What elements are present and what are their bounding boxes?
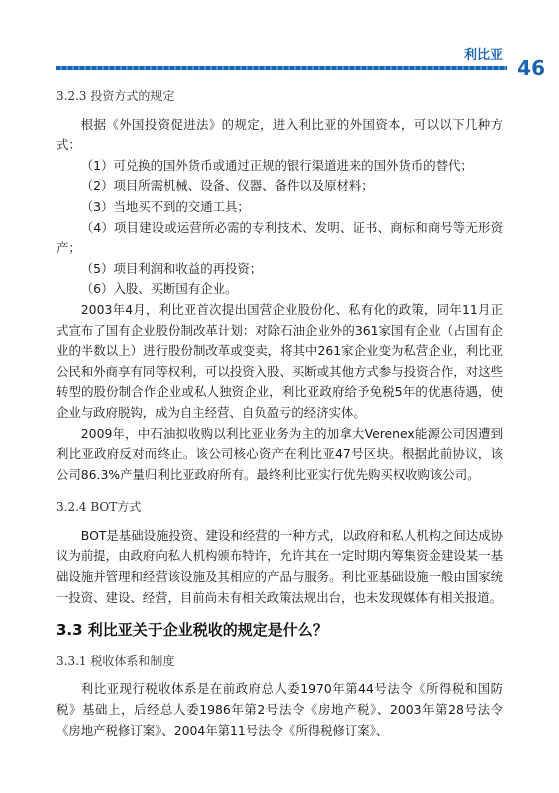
page-number: 46: [517, 56, 545, 80]
list-item: （2）项目所需机械、设备、仪器、备件以及原材料；: [80, 178, 374, 194]
list-item: （1）可兑换的国外货币或通过正规的银行渠道进来的国外货币的替代；: [80, 157, 473, 173]
paragraph: 利比亚现行税收体系是在前政府总人委1970年第44号法令《所得税和国防税》基础上，后经总人委1986年第2号法令《房地产税》、2003年第28号法令《房地产税修订案》、2004年第11号法令《所得税修订案》、: [56, 681, 503, 738]
header-rule: [56, 66, 507, 70]
list-item: （5）项目利润和收益的再投资；: [80, 260, 263, 276]
paragraph: 2003年4月，利比亚首次提出国营企业股份化、私有化的政策，同年11月正式宣布了国有企业股份制改革计划：对除石油企业外的361家国有企业（占国有企业的半数以上）进行股份制改革或变卖，将其中261家企业变为私营企业，利比亚公民和外商享有同等权利，可以投资入股、买断或其他方式参与投资合作，对这些转型的股份制合作企业或私人独资企业，利比亚政府给予免税5年的优惠待遇，使企业与政府脱钩，成为自主经营、自负盈亏的经济实体。: [56, 301, 503, 420]
page-content: [56, 84, 503, 741]
paragraph: 2009年，中石油拟收购以利比亚业务为主的加拿大Verenex能源公司因遭到利比亚政府反对而终止。该公司核心资产在利比亚47号区块。根据此前协议，该公司86.3%产量归利比亚政府所有。最终利比亚实行优先购买权收购该公司。: [56, 425, 503, 482]
paragraph: 根据《外国投资促进法》的规定，进入利比亚的外国资本，可以以下几种方式：: [56, 116, 503, 153]
list-item: （4）项目建设或运营所必需的专利技术、发明、证书、商标和商号等无形资产；: [56, 219, 503, 256]
list-item: （3）当地买不到的交通工具；: [80, 198, 250, 214]
heading-3-2-3: 3.2.3 投资方式的规定: [56, 89, 175, 103]
list-item: （6）入股、买断国有企业。: [80, 281, 238, 297]
heading-3-3-1: 3.3.1 税收体系和制度: [56, 653, 175, 668]
heading-3-2-4: 3.2.4 BOT方式: [56, 500, 142, 515]
paragraph: BOT是基础设施投资、建设和经营的一种方式，以政府和私人机构之间达成协议为前提，由政府向私人机构颁布特许，允许其在一定时期内筹集资金建设某一基础设施并管理和经营该设施及其相应的产品与服务。利比亚基础设施一般由国家统一投资、建设、经营，目前尚未有相关政策法规出台，也未发现媒体有相关报道。: [56, 527, 503, 605]
header-country: 利比亚: [463, 48, 503, 63]
heading-3-3: 3.3 利比亚关于企业税收的规定是什么？: [56, 621, 328, 640]
